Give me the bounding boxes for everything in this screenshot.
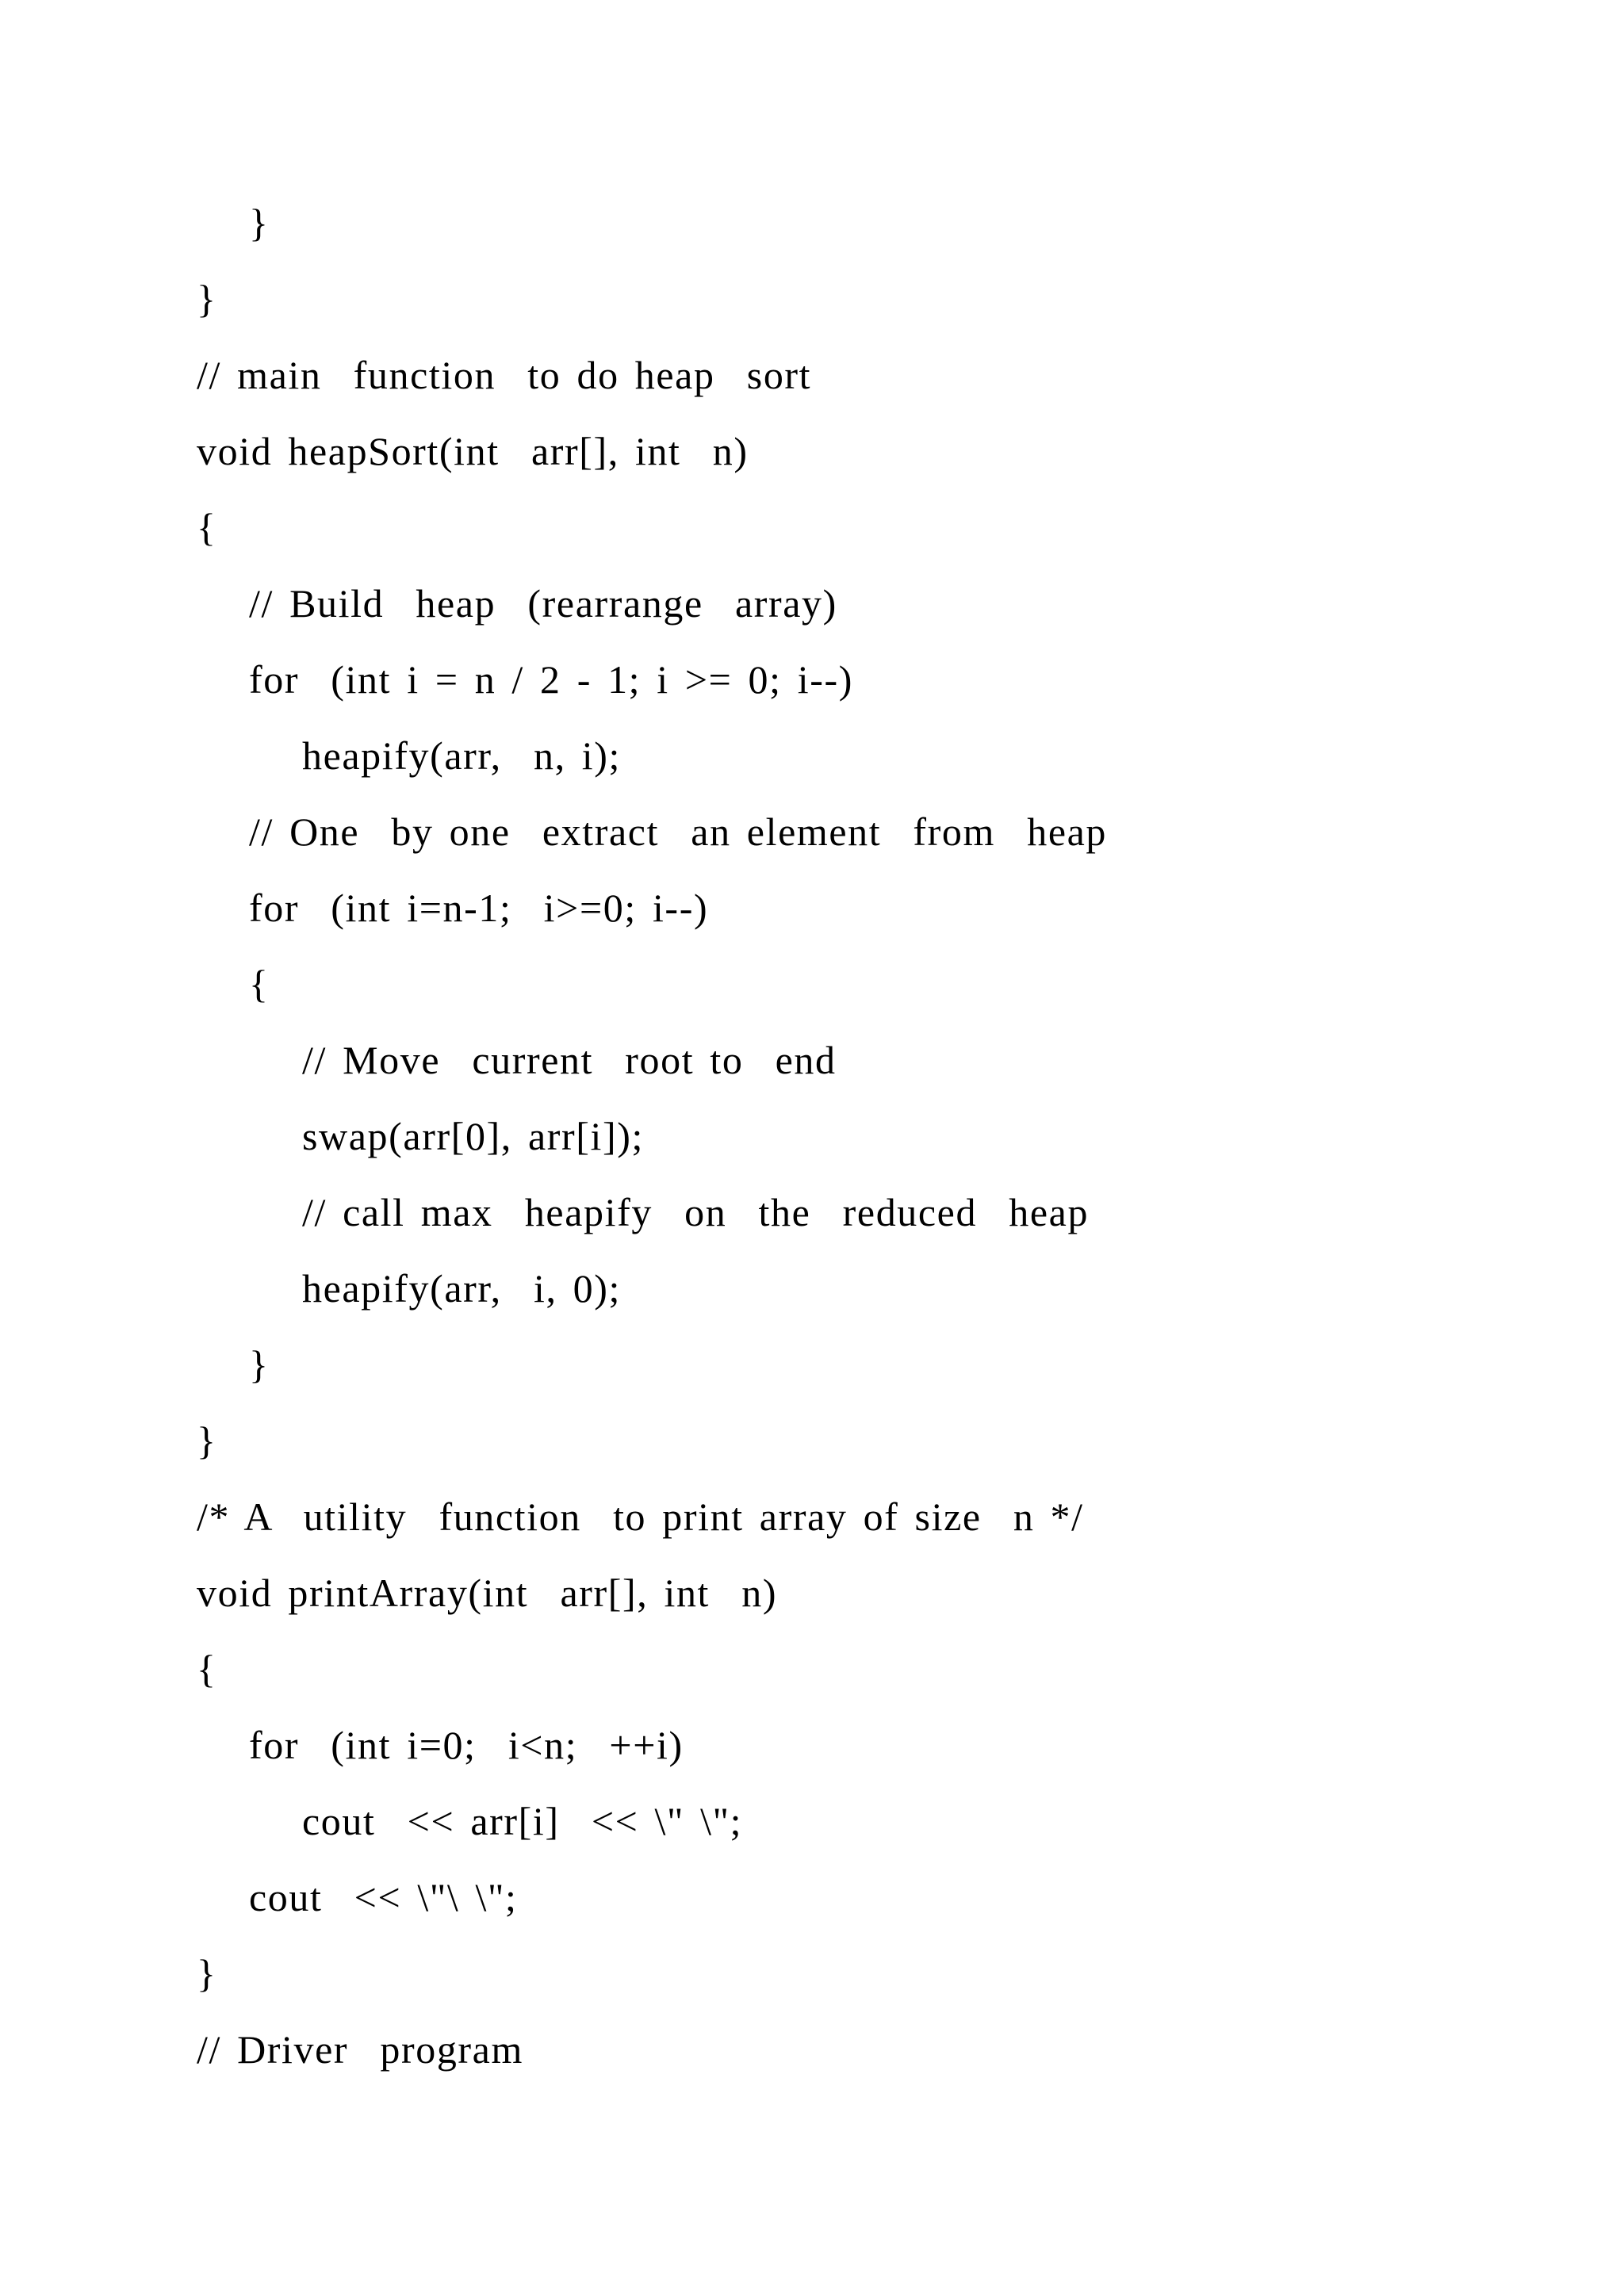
code-line (0, 718, 1624, 794)
code-line (0, 489, 1624, 565)
code-line-text: // Driver program (197, 2027, 523, 2072)
code-line-text: for (int i=n-1; i>=0; i--) (249, 886, 709, 930)
code-line-text: // main function to do heap sort (197, 353, 812, 397)
code-line (0, 1631, 1624, 1707)
code-line-text: // call max heapify on the reduced heap (302, 1190, 1090, 1234)
code-line-text: cout << \"\ \"; (249, 1875, 518, 1919)
code-line (0, 870, 1624, 946)
code-line-text: { (197, 1647, 217, 1691)
code-line-text: { (197, 505, 217, 549)
code-line-text: void heapSort(int arr[], int n) (197, 429, 749, 473)
code-line (0, 1935, 1624, 2011)
code-line (0, 565, 1624, 641)
code-line-text: heapify(arr, n, i); (302, 733, 622, 778)
code-line (0, 2011, 1624, 2087)
code-listing (0, 185, 1624, 2087)
code-line (0, 1250, 1624, 1326)
code-line (0, 1707, 1624, 1783)
code-line-text: // Build heap (rearrange array) (249, 581, 837, 626)
code-line (0, 185, 1624, 261)
code-line-text: } (249, 201, 270, 245)
code-line-text: cout << arr[i] << \" \"; (302, 1799, 743, 1843)
code-line-text: } (197, 277, 217, 321)
code-line-text: } (249, 1342, 270, 1387)
code-line (0, 1098, 1624, 1174)
code-line (0, 1402, 1624, 1479)
code-line-text: for (int i = n / 2 - 1; i >= 0; i--) (249, 657, 853, 702)
code-line (0, 794, 1624, 870)
code-line (0, 641, 1624, 718)
code-line (0, 1783, 1624, 1859)
code-line-text: for (int i=0; i<n; ++i) (249, 1723, 684, 1767)
code-line (0, 337, 1624, 413)
code-line (0, 413, 1624, 489)
code-line (0, 1326, 1624, 1402)
code-line-text: // Move current root to end (302, 1038, 837, 1082)
code-line-text: heapify(arr, i, 0); (302, 1266, 622, 1311)
code-line (0, 1555, 1624, 1631)
code-line-text: } (197, 1951, 217, 1996)
code-line-text: swap(arr[0], arr[i]); (302, 1114, 645, 1158)
code-line (0, 1022, 1624, 1098)
code-line-text: void printArray(int arr[], int n) (197, 1571, 778, 1615)
code-line (0, 261, 1624, 337)
code-line (0, 1479, 1624, 1555)
code-line (0, 946, 1624, 1022)
code-line-text: { (249, 962, 270, 1006)
code-line-text: /* A utility function to print array of size n */ (197, 1494, 1084, 1539)
code-line (0, 1859, 1624, 1935)
code-line-text: // One by one extract an element from heap (249, 809, 1108, 854)
code-line-text: } (197, 1418, 217, 1463)
code-line (0, 1174, 1624, 1250)
